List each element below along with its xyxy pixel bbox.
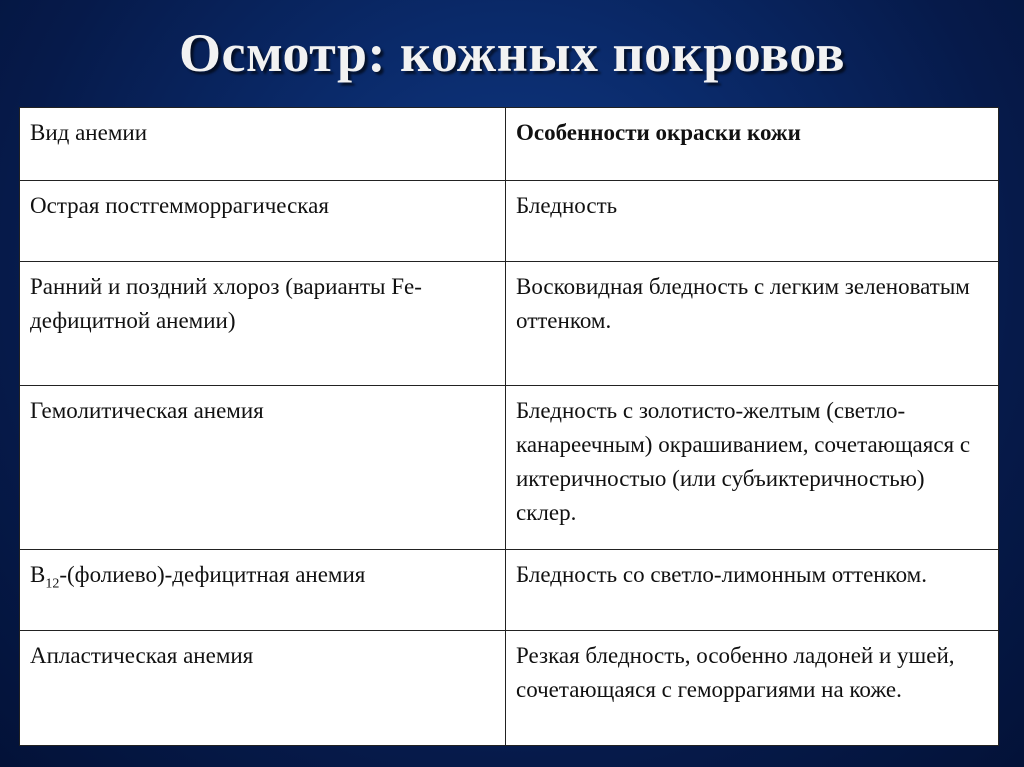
cell-anemia-type: Апластическая анемия: [20, 631, 506, 746]
b12-prefix: В: [30, 562, 46, 587]
slide-title: Осмотр: кожных покровов: [178, 23, 846, 83]
cell-skin-color: Восковидная бледность с легким зеленоватым оттенком.: [506, 262, 999, 386]
table-header-row: [20, 108, 999, 181]
cell-skin-color: Резкая бледность, особенно ладоней и ушей, сочетающаяся с геморрагиями на коже.: [506, 631, 999, 746]
cell-anemia-type: Ранний и поздний хлороз (варианты Fe-дефицитной анемии): [20, 262, 506, 386]
b12-suffix: -(фолиево)-дефицитная анемия: [59, 562, 366, 587]
table-row: [20, 631, 999, 746]
cell-anemia-type: Гемолитическая анемия: [20, 386, 506, 550]
table-row: [20, 262, 999, 386]
cell-skin-color: Бледность со светло-лимонным оттенком.: [506, 550, 999, 631]
cell-skin-color: Бледность: [506, 181, 999, 262]
header-anemia-type: Вид анемии: [20, 108, 506, 181]
header-skin-color: Особенности окраски кожи: [506, 108, 999, 181]
table-row: [20, 181, 999, 262]
table-row: [20, 550, 999, 631]
b12-subscript: 12: [45, 576, 60, 592]
cell-anemia-type: Острая постгемморрагическая: [20, 181, 506, 262]
table-row: [20, 386, 999, 550]
cell-anemia-type: [20, 550, 506, 631]
anemia-skin-table: [19, 107, 999, 746]
cell-skin-color: Бледность с золотисто-желтым (светло-канареечным) окрашиванием, сочетающаяся с иктеричностыо (или субъиктеричностью) склер.: [506, 386, 999, 550]
